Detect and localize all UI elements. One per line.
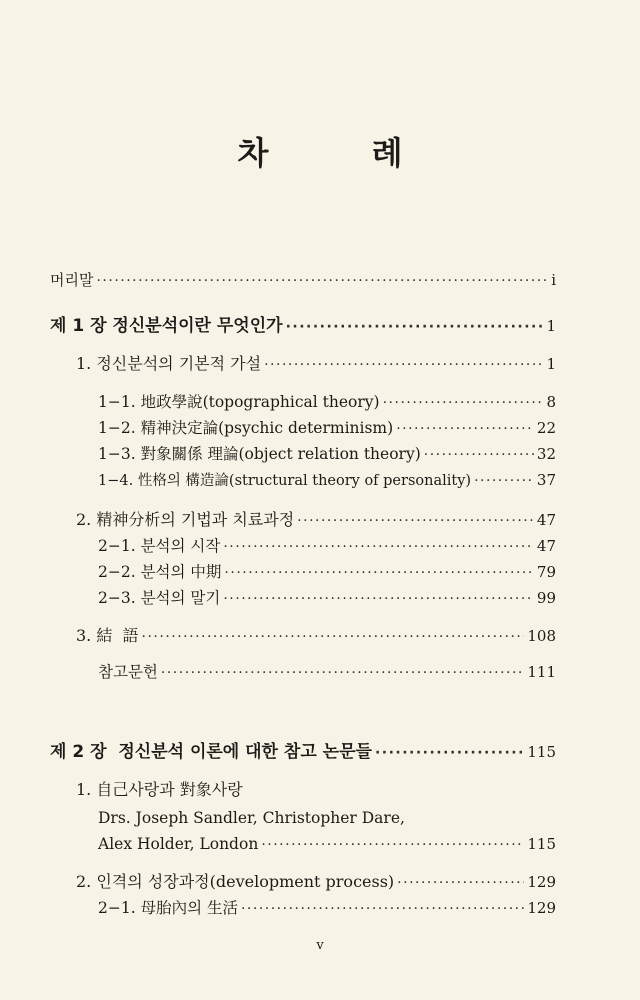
toc-section-2-1-title[interactable]: 1. 自己사랑과 對象사랑 bbox=[76, 780, 243, 799]
toc-entry-page: 115 bbox=[527, 835, 556, 853]
dot-leader bbox=[424, 443, 534, 467]
toc-entry-title: 2−1. 母胎內의 生活 bbox=[98, 899, 238, 917]
dot-leader bbox=[96, 269, 548, 293]
toc-entry-page: 8 bbox=[546, 393, 556, 411]
toc-authors-line: Drs. Joseph Sandler, Christopher Dare, bbox=[98, 809, 405, 827]
toc-subsection-2-2[interactable] bbox=[98, 560, 556, 584]
toc-entry-title: 2−1. 분석의 시작 bbox=[98, 537, 221, 555]
dot-leader bbox=[261, 833, 524, 857]
dot-leader bbox=[383, 391, 544, 415]
toc-entry-title: Alex Holder, London bbox=[98, 835, 259, 853]
toc-subsection-2-3[interactable] bbox=[98, 586, 556, 610]
toc-subsection-1-4[interactable] bbox=[98, 468, 556, 492]
toc-entry-page: 32 bbox=[536, 445, 556, 463]
toc-entry-preface[interactable] bbox=[50, 268, 556, 292]
dot-leader bbox=[223, 587, 534, 611]
dot-leader bbox=[241, 897, 524, 921]
toc-entry-page: 111 bbox=[527, 663, 556, 681]
page-title: 차 례 bbox=[237, 134, 449, 172]
toc-entry-title: 1−2. 精神決定論(psychic determinism) bbox=[98, 419, 394, 437]
dot-leader bbox=[375, 741, 524, 765]
toc-entry-page: 37 bbox=[536, 471, 556, 489]
toc-entry-page: 115 bbox=[527, 743, 556, 761]
toc-chapter-2[interactable] bbox=[50, 740, 556, 764]
toc-section-2-2[interactable] bbox=[76, 870, 556, 894]
toc-entry-page: 1 bbox=[546, 317, 556, 335]
toc-entry-page: 129 bbox=[527, 899, 556, 917]
dot-leader bbox=[474, 469, 534, 493]
dot-leader bbox=[142, 625, 525, 649]
toc-references[interactable] bbox=[98, 660, 556, 684]
dot-leader bbox=[396, 417, 534, 441]
dot-leader bbox=[161, 661, 524, 685]
toc-entry-title: 1−3. 對象關係 理論(object relation theory) bbox=[98, 445, 421, 463]
toc-entry-title: 2. 精神分析의 기법과 치료과정 bbox=[76, 510, 295, 529]
toc-entry-title: 머리말 bbox=[50, 271, 94, 289]
dot-leader bbox=[223, 535, 534, 559]
toc-entry-page: 47 bbox=[536, 511, 556, 529]
dot-leader bbox=[297, 509, 534, 533]
toc-entry-title: 1. 정신분석의 기본적 가설 bbox=[76, 354, 262, 373]
toc-entry-title: 1−4. 性格의 構造論(structural theory of personality) bbox=[98, 473, 472, 489]
toc-authors-page-line[interactable] bbox=[98, 832, 556, 856]
toc-entry-title: 2−3. 분석의 말기 bbox=[98, 589, 221, 607]
toc-entry-page: 129 bbox=[527, 873, 556, 891]
toc-section-2[interactable] bbox=[76, 508, 556, 532]
toc-entry-page: i bbox=[551, 271, 556, 289]
toc-entry-page: 108 bbox=[527, 627, 556, 645]
dot-leader bbox=[264, 353, 543, 377]
toc-entry-page: 22 bbox=[536, 419, 556, 437]
toc-entry-page: 1 bbox=[546, 355, 556, 373]
toc-subsection-1-3[interactable] bbox=[98, 442, 556, 466]
toc-chapter-1[interactable] bbox=[50, 314, 556, 338]
dot-leader bbox=[397, 871, 524, 895]
toc-entry-title: 3. 結 語 bbox=[76, 626, 139, 645]
toc-entry-title: 참고문헌 bbox=[98, 663, 158, 681]
dot-leader bbox=[286, 315, 544, 339]
toc-subsection-1-2[interactable] bbox=[98, 416, 556, 440]
toc-entry-page: 99 bbox=[536, 589, 556, 607]
dot-leader bbox=[224, 561, 533, 585]
page-number: v bbox=[316, 938, 324, 953]
toc-entry-title: 2. 인격의 성장과정(development process) bbox=[76, 872, 395, 891]
toc-section-1[interactable] bbox=[76, 352, 556, 376]
toc-entry-page: 79 bbox=[536, 563, 556, 581]
toc-subsection-1-1[interactable] bbox=[98, 390, 556, 414]
toc-entry-title: 2−2. 분석의 中期 bbox=[98, 563, 222, 581]
toc-subsection-2-2-1[interactable] bbox=[98, 896, 556, 920]
toc-subsection-2-1[interactable] bbox=[98, 534, 556, 558]
toc-entry-page: 47 bbox=[536, 537, 556, 555]
toc-entry-title: 제 1 장 정신분석이란 무엇인가 bbox=[50, 316, 283, 336]
toc-entry-title: 1−1. 地政學說(topographical theory) bbox=[98, 393, 380, 411]
toc-section-3[interactable] bbox=[76, 624, 556, 648]
toc-entry-title: 제 2 장 정신분석 이론에 대한 참고 논문들 bbox=[50, 742, 372, 762]
